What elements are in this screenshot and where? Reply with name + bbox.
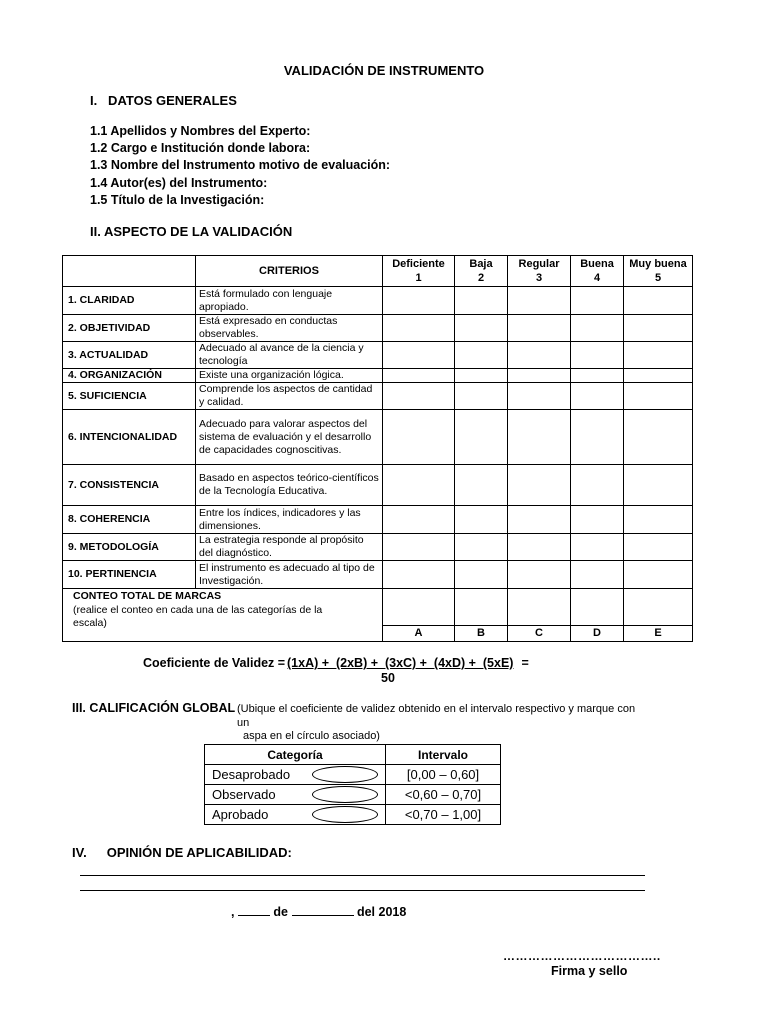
table-row <box>63 369 693 383</box>
table-row <box>63 561 693 589</box>
signature-label: Firma y sello <box>551 964 628 978</box>
criterion-name: 1. CLARIDAD <box>63 287 196 315</box>
calificacion-row <box>205 805 501 825</box>
rating-cell[interactable] <box>571 561 624 589</box>
categoria-label: Desaprobado <box>212 767 291 782</box>
rating-cell[interactable] <box>508 315 571 342</box>
rating-cell[interactable] <box>571 315 624 342</box>
criterion-description: Adecuado al avance de la ciencia y tecnología <box>196 342 383 369</box>
calificacion-header-row <box>205 745 501 765</box>
section-4-title: OPINIÓN DE APLICABILIDAD: <box>106 845 292 860</box>
rating-cell[interactable] <box>508 506 571 534</box>
table-row <box>63 342 693 369</box>
general-data-item: 1.3 Nombre del Instrumento motivo de evaluación: <box>90 158 391 173</box>
conteo-note: (realice el conteo en cada una de las categorías de la escala) <box>73 603 323 629</box>
rating-cell[interactable] <box>508 383 571 410</box>
count-letter: C <box>508 626 571 642</box>
rating-cell[interactable] <box>624 315 693 342</box>
criterion-description: Está expresado en conductas observables. <box>196 315 383 342</box>
criterion-name: 7. CONSISTENCIA <box>63 465 196 506</box>
header-intervalo: Intervalo <box>386 745 501 765</box>
categoria-cell <box>205 785 386 805</box>
rating-cell[interactable] <box>455 315 508 342</box>
rating-cell[interactable] <box>508 410 571 465</box>
rating-cell[interactable] <box>455 369 508 383</box>
rating-cell[interactable] <box>508 287 571 315</box>
general-data-item: 1.4 Autor(es) del Instrumento: <box>90 175 268 190</box>
count-cell[interactable] <box>383 589 455 626</box>
rating-cell[interactable] <box>624 287 693 315</box>
rating-cell[interactable] <box>455 561 508 589</box>
mark-circle[interactable] <box>312 786 378 803</box>
rating-cell[interactable] <box>571 369 624 383</box>
criterion-name: 9. METODOLOGÍA <box>63 534 196 561</box>
table-row <box>63 315 693 342</box>
criterion-description: Adecuado para valorar aspectos del sistema de evaluación y el desarrollo de capacidades cognoscitivas. <box>196 410 383 465</box>
rating-cell[interactable] <box>383 410 455 465</box>
header-empty-cell <box>63 256 196 287</box>
criterion-name: 5. SUFICIENCIA <box>63 383 196 410</box>
table-row <box>63 410 693 465</box>
rating-cell[interactable] <box>571 410 624 465</box>
count-letter: B <box>455 626 508 642</box>
mark-circle[interactable] <box>312 766 378 783</box>
rating-cell[interactable] <box>455 465 508 506</box>
rating-cell[interactable] <box>455 506 508 534</box>
general-data-item: 1.1 Apellidos y Nombres del Experto: <box>90 124 311 138</box>
coeficiente-formula: (1xA) + (2xB) + (3xC) + (4xD) + (5xE) <box>287 656 514 670</box>
rating-cell[interactable] <box>624 342 693 369</box>
intervalo-value: <0,70 – 1,00] <box>386 805 501 825</box>
intervalo-value: [0,00 – 0,60] <box>386 765 501 785</box>
rating-cell[interactable] <box>624 561 693 589</box>
categoria-cell <box>205 805 386 825</box>
rating-cell[interactable] <box>383 506 455 534</box>
criterion-description: Existe una organización lógica. <box>196 369 383 383</box>
rating-cell[interactable] <box>383 315 455 342</box>
section-2-heading: II. ASPECTO DE LA VALIDACIÓN <box>90 224 293 239</box>
count-cell[interactable] <box>508 589 571 626</box>
count-cell[interactable] <box>624 589 693 626</box>
rating-cell[interactable] <box>571 287 624 315</box>
conteo-row <box>63 589 693 626</box>
categoria-label: Aprobado <box>212 807 269 822</box>
header-level-2: Baja 2 <box>455 256 508 287</box>
section-3-note-line-2: aspa en el círculo asociado) <box>243 730 380 742</box>
rating-cell[interactable] <box>455 287 508 315</box>
criterion-description: Está formulado con lenguaje apropiado. <box>196 287 383 315</box>
calificacion-row <box>205 765 501 785</box>
rating-cell[interactable] <box>383 383 455 410</box>
count-cell[interactable] <box>455 589 508 626</box>
date-year: del 2018 <box>353 905 407 919</box>
opinion-line[interactable] <box>80 890 645 891</box>
document-title: VALIDACIÓN DE INSTRUMENTO <box>283 63 485 78</box>
general-data-list <box>90 123 390 209</box>
rating-cell[interactable] <box>508 561 571 589</box>
conteo-title: CONTEO TOTAL DE MARCAS <box>73 590 222 602</box>
intervalo-value: <0,60 – 0,70] <box>386 785 501 805</box>
categoria-label: Observado <box>212 787 276 802</box>
header-level-5: Muy buena 5 <box>624 256 693 287</box>
rating-cell[interactable] <box>624 383 693 410</box>
categoria-cell <box>205 765 386 785</box>
rating-cell[interactable] <box>624 506 693 534</box>
criteria-table <box>62 255 693 642</box>
table-row <box>63 506 693 534</box>
section-4-heading <box>72 845 292 860</box>
rating-cell[interactable] <box>571 534 624 561</box>
general-data-item: 1.5 Título de la Investigación: <box>90 192 265 207</box>
date-comma: , <box>231 905 238 919</box>
rating-cell[interactable] <box>383 465 455 506</box>
section-1-heading: I. DATOS GENERALES <box>90 93 237 108</box>
criterion-description: Basado en aspectos teórico-científicos de la Tecnología Educativa. <box>196 465 383 506</box>
table-row <box>63 534 693 561</box>
count-letter: A <box>383 626 455 642</box>
rating-cell[interactable] <box>383 534 455 561</box>
criterion-description: La estrategia responde al propósito del diagnóstico. <box>196 534 383 561</box>
rating-cell[interactable] <box>508 342 571 369</box>
criterion-name: 10. PERTINENCIA <box>63 561 196 589</box>
conteo-total-cell <box>63 589 383 642</box>
rating-cell[interactable] <box>508 369 571 383</box>
rating-cell[interactable] <box>455 410 508 465</box>
general-data-item: 1.2 Cargo e Institución donde labora: <box>90 141 311 156</box>
section-3-heading: III. CALIFICACIÓN GLOBAL <box>72 701 236 715</box>
count-cell[interactable] <box>571 589 624 626</box>
opinion-line[interactable] <box>80 875 645 876</box>
rating-cell[interactable] <box>508 465 571 506</box>
date-de: de <box>269 905 292 919</box>
header-categoria: Categoría <box>205 745 386 765</box>
rating-cell[interactable] <box>383 561 455 589</box>
header-level-3: Regular 3 <box>508 256 571 287</box>
rating-cell[interactable] <box>383 342 455 369</box>
table-row <box>63 287 693 315</box>
calificacion-table <box>204 744 501 825</box>
rating-cell[interactable] <box>624 534 693 561</box>
criterion-name: 6. INTENCIONALIDAD <box>63 410 196 465</box>
rating-cell[interactable] <box>508 534 571 561</box>
day-blank[interactable] <box>238 904 270 916</box>
rating-cell[interactable] <box>571 506 624 534</box>
criterion-description: Comprende los aspectos de cantidad y calidad. <box>196 383 383 410</box>
rating-cell[interactable] <box>383 369 455 383</box>
rating-cell[interactable] <box>455 534 508 561</box>
count-letter: D <box>571 626 624 642</box>
table-row <box>63 383 693 410</box>
criterion-name: 2. OBJETIVIDAD <box>63 315 196 342</box>
rating-cell[interactable] <box>571 383 624 410</box>
criterion-name: 8. COHERENCIA <box>63 506 196 534</box>
month-blank[interactable] <box>292 904 354 916</box>
coeficiente-label: Coeficiente de Validez = <box>143 656 289 670</box>
table-header-row <box>63 256 693 287</box>
header-level-4: Buena 4 <box>571 256 624 287</box>
header-level-1: Deficiente 1 <box>383 256 455 287</box>
rating-cell[interactable] <box>455 342 508 369</box>
section-3-note-line-1: (Ubique el coeficiente de validez obtenido en el intervalo respectivo y marque con un <box>237 703 636 729</box>
rating-cell[interactable] <box>624 465 693 506</box>
rating-cell[interactable] <box>624 369 693 383</box>
criterion-name: 3. ACTUALIDAD <box>63 342 196 369</box>
count-letter: E <box>624 626 693 642</box>
criterion-description: El instrumento es adecuado al tipo de Investigación. <box>196 561 383 589</box>
signature-line: ……………………………….. <box>503 949 661 963</box>
rating-cell[interactable] <box>571 342 624 369</box>
coeficiente-denominator: 50 <box>381 671 395 685</box>
date-line <box>231 904 406 919</box>
criterion-description: Entre los índices, indicadores y las dimensiones. <box>196 506 383 534</box>
section-3-note <box>237 703 637 744</box>
mark-circle[interactable] <box>312 806 378 823</box>
rating-cell[interactable] <box>571 465 624 506</box>
calificacion-row <box>205 785 501 805</box>
section-4-number: IV. <box>72 845 87 860</box>
rating-cell[interactable] <box>624 410 693 465</box>
header-criterios: CRITERIOS <box>196 256 383 287</box>
coeficiente-equals: = <box>518 656 529 670</box>
criterion-name: 4. ORGANIZACIÓN <box>63 369 196 383</box>
rating-cell[interactable] <box>455 383 508 410</box>
table-row <box>63 465 693 506</box>
rating-cell[interactable] <box>383 287 455 315</box>
